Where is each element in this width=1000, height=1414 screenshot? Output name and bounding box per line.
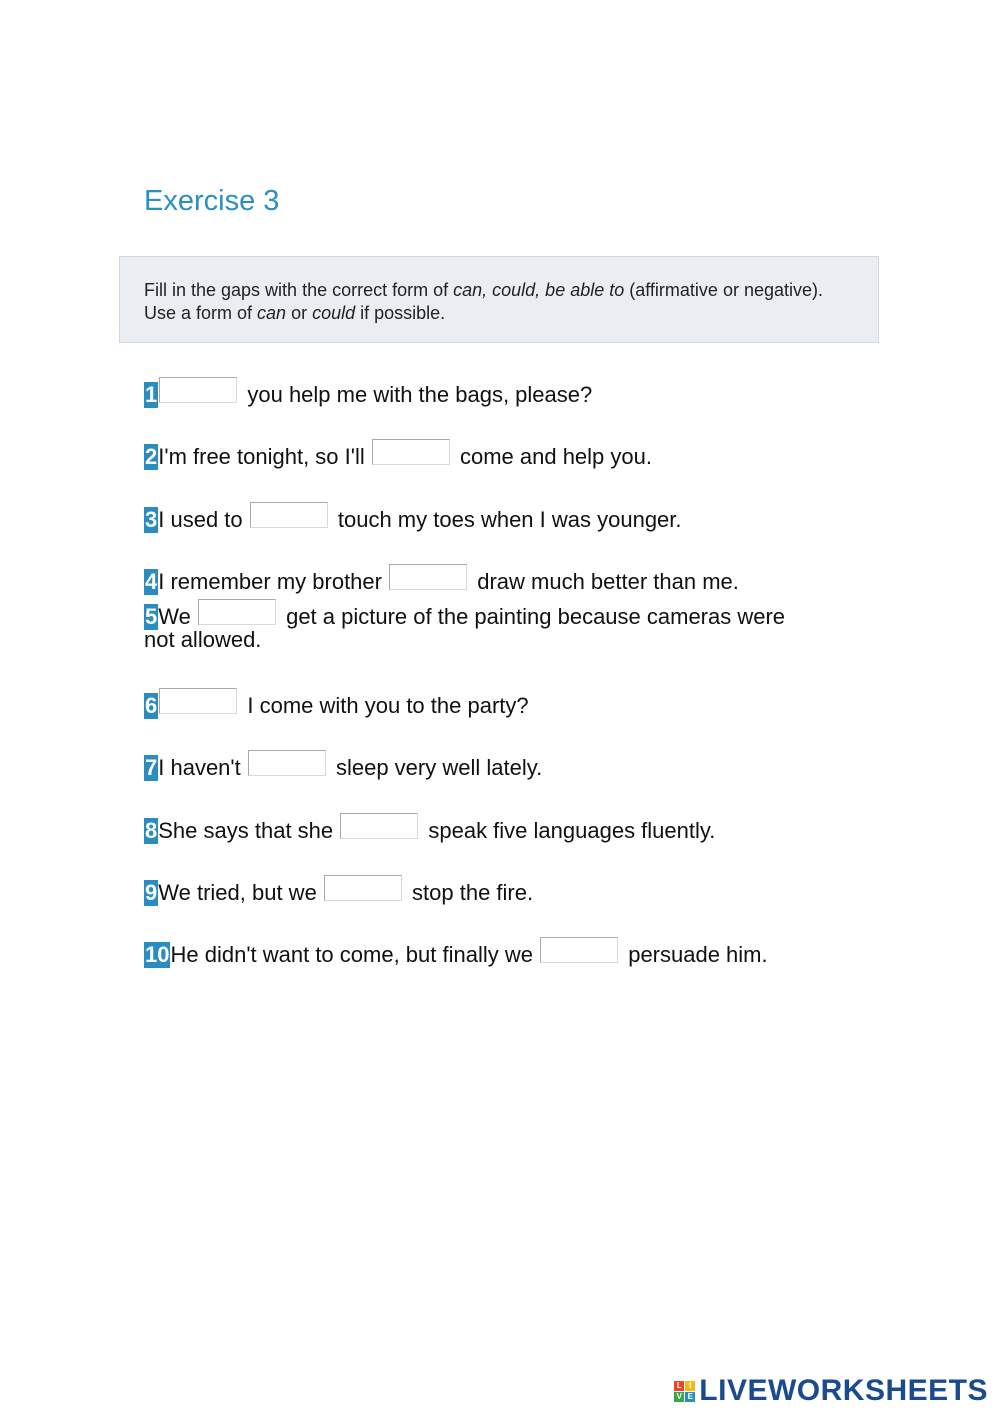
instructions-text-1: Fill in the gaps with the correct form of (144, 280, 454, 300)
question-8 (144, 813, 715, 844)
question-number: 8 (145, 818, 158, 843)
instructions-em-3: could (312, 303, 356, 323)
answer-gap-10[interactable] (540, 937, 618, 963)
answer-gap-3[interactable] (250, 502, 328, 528)
question-3 (144, 502, 682, 533)
question-text-after: come and help you. (453, 444, 652, 469)
question-10 (144, 937, 768, 968)
logo-text: LIVEWORKSHEETS (699, 1374, 988, 1407)
question-number: 4 (145, 569, 158, 594)
question-text-before: I remember my brother (158, 569, 389, 594)
question-text-before: I used to (158, 507, 249, 532)
answer-gap-9[interactable] (324, 875, 402, 901)
question-text-before: He didn't want to come, but finally we (170, 942, 540, 967)
question-text-after: you help me with the bags, please? (241, 382, 593, 407)
question-text-after: speak five languages fluently. (422, 818, 716, 843)
question-text-after: stop the fire. (405, 880, 534, 905)
question-9 (144, 875, 533, 906)
question-text-after: draw much better than me. (471, 569, 739, 594)
instructions-text-3: or (286, 303, 313, 323)
question-number: 6 (145, 693, 158, 718)
question-text-after: touch my toes when I was younger. (331, 507, 682, 532)
instructions-text-4: if possible. (355, 303, 446, 323)
question-text-before: I'm free tonight, so I'll (158, 444, 371, 469)
question-number: 1 (145, 382, 158, 407)
question-text-before: She says that she (158, 818, 340, 843)
instructions-em-1: can, could, be able to (453, 280, 625, 300)
question-number: 10 (145, 942, 170, 967)
answer-gap-2[interactable] (372, 439, 450, 465)
answer-gap-6[interactable] (159, 688, 237, 714)
question-7 (144, 750, 542, 781)
logo-mark-letter: L (674, 1381, 684, 1391)
question-number: 7 (145, 755, 158, 780)
question-text-after: sleep very well lately. (329, 755, 543, 780)
answer-gap-5[interactable] (198, 599, 276, 625)
question-text-before: I haven't (158, 755, 247, 780)
question-text-before: We (158, 604, 197, 629)
logo-mark-letter: V (674, 1392, 684, 1402)
logo-mark-letter: I (685, 1381, 695, 1391)
answer-gap-1[interactable] (159, 377, 237, 403)
question-5 (144, 599, 785, 630)
liveworksheets-logo (674, 1374, 988, 1408)
question-4 (144, 564, 739, 595)
instructions-text-2: (affirmative or negative). Use a form of (144, 280, 823, 323)
question-text-before: We tried, but we (158, 880, 323, 905)
question-6 (144, 688, 529, 719)
answer-gap-8[interactable] (340, 813, 418, 839)
question-number: 5 (145, 604, 158, 629)
logo-mark-letter: E (685, 1392, 695, 1402)
question-number: 3 (145, 507, 158, 532)
question-1 (144, 377, 592, 408)
instructions-em-2: can (257, 303, 287, 323)
question-2 (144, 439, 652, 470)
question-number: 2 (145, 444, 158, 469)
question-text-after: persuade him. (622, 942, 768, 967)
instructions-box (119, 256, 879, 343)
question-5-continuation: not allowed. (144, 627, 262, 652)
question-text-after: I come with you to the party? (241, 693, 529, 718)
answer-gap-4[interactable] (389, 564, 467, 590)
question-text-after: get a picture of the painting because cameras were (279, 604, 786, 629)
question-number: 9 (145, 880, 158, 905)
exercise-title: Exercise 3 (144, 185, 280, 217)
answer-gap-7[interactable] (248, 750, 326, 776)
logo-mark-icon (674, 1381, 695, 1402)
